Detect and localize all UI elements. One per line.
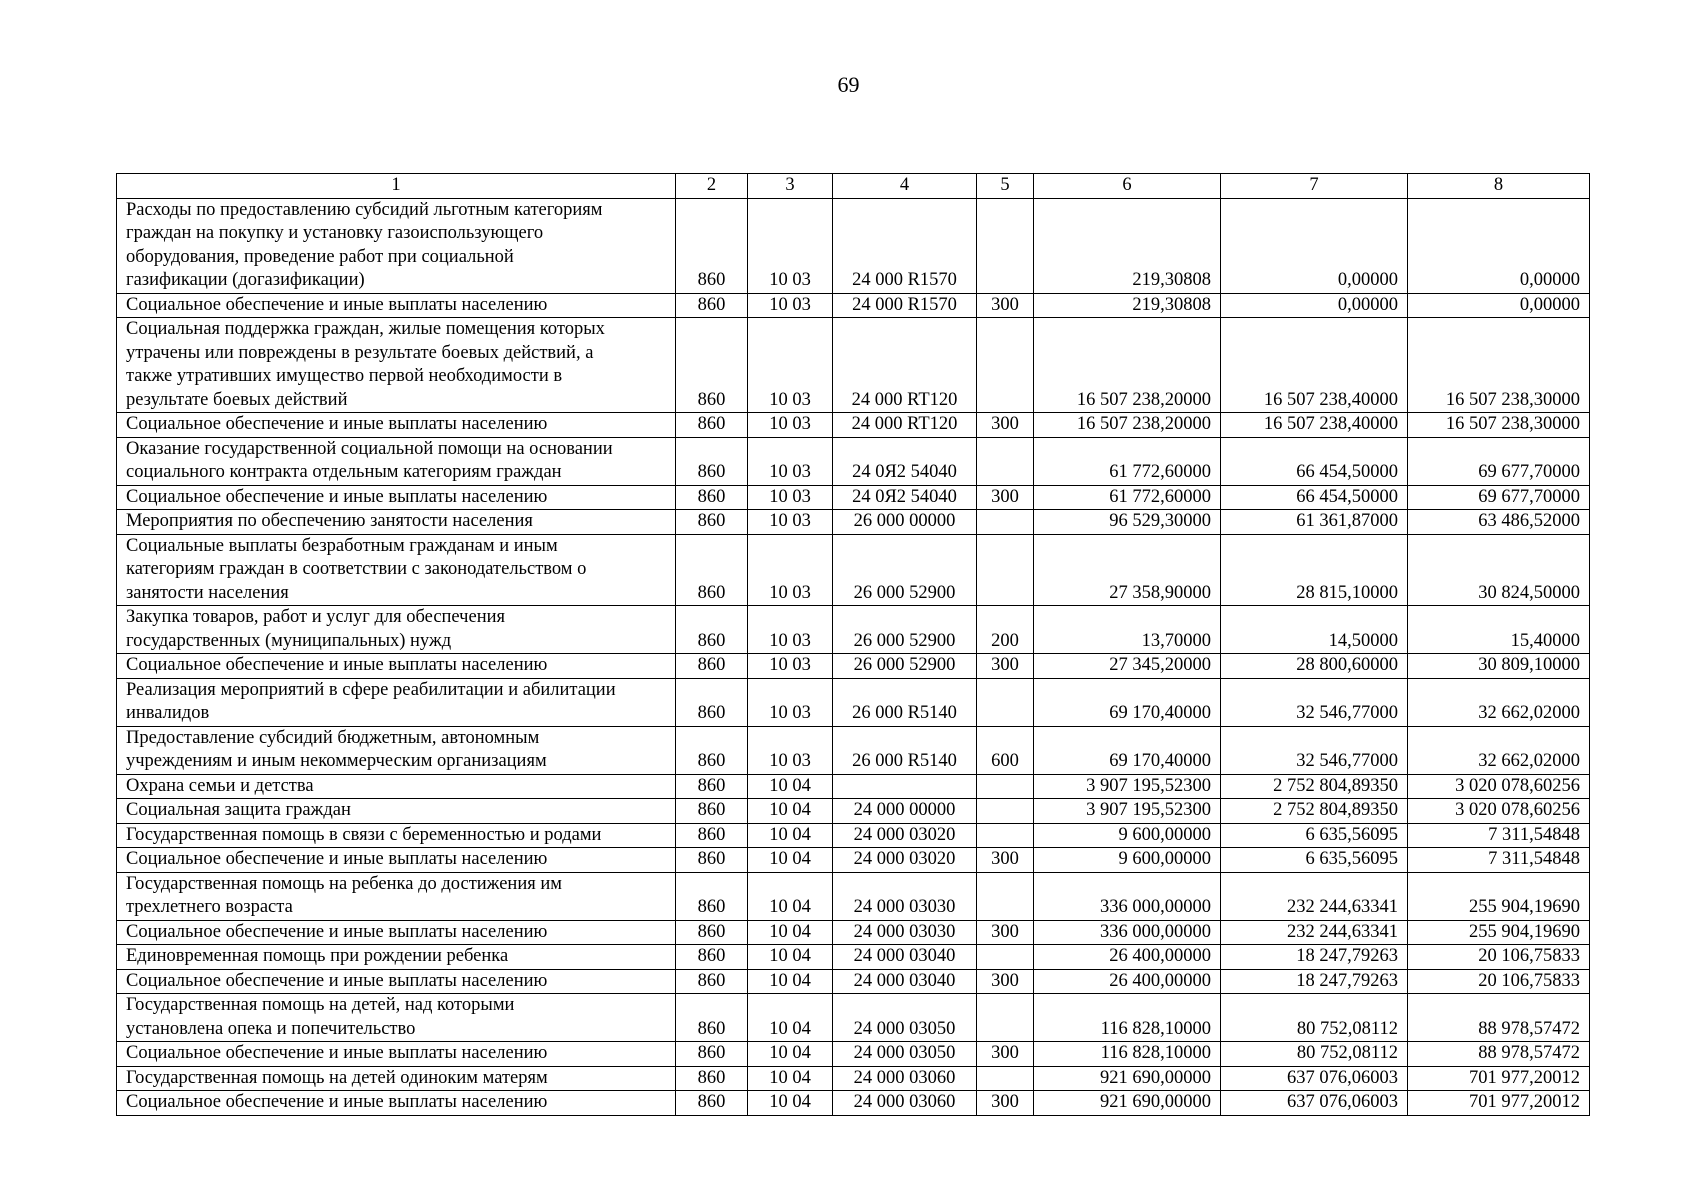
table-row xyxy=(117,872,1590,920)
grbs-code-cell: 860 xyxy=(676,678,748,726)
row-name-cell: Социальная защита граждан xyxy=(117,799,676,824)
section-code-cell: 10 03 xyxy=(748,534,833,606)
amount-col7-cell: 0,00000 xyxy=(1221,198,1408,293)
section-code-cell: 10 04 xyxy=(748,823,833,848)
amount-col7-cell: 28 800,60000 xyxy=(1221,654,1408,679)
amount-col6-cell: 27 345,20000 xyxy=(1034,654,1221,679)
grbs-code-cell: 860 xyxy=(676,920,748,945)
column-header: 5 xyxy=(977,174,1034,199)
amount-col7-cell: 32 546,77000 xyxy=(1221,726,1408,774)
section-code-cell: 10 04 xyxy=(748,799,833,824)
target-article-cell: 24 000 03060 xyxy=(833,1066,977,1091)
expense-type-cell: 300 xyxy=(977,413,1034,438)
target-article-cell: 26 000 R5140 xyxy=(833,726,977,774)
column-header: 1 xyxy=(117,174,676,199)
row-name-cell: Социальное обеспечение и иные выплаты населению xyxy=(117,293,676,318)
table-row xyxy=(117,945,1590,970)
section-code-cell: 10 03 xyxy=(748,318,833,413)
amount-col6-cell: 27 358,90000 xyxy=(1034,534,1221,606)
amount-col8-cell: 0,00000 xyxy=(1408,198,1590,293)
expense-type-cell: 300 xyxy=(977,1042,1034,1067)
section-code-cell: 10 03 xyxy=(748,293,833,318)
row-name-cell: Охрана семьи и детства xyxy=(117,774,676,799)
expense-type-cell xyxy=(977,318,1034,413)
amount-col8-cell: 88 978,57472 xyxy=(1408,994,1590,1042)
amount-col8-cell: 69 677,70000 xyxy=(1408,485,1590,510)
amount-col7-cell: 80 752,08112 xyxy=(1221,1042,1408,1067)
target-article-cell: 24 000 00000 xyxy=(833,799,977,824)
target-article-cell: 24 000 RT120 xyxy=(833,413,977,438)
grbs-code-cell: 860 xyxy=(676,994,748,1042)
target-article-cell: 24 000 R1570 xyxy=(833,293,977,318)
expense-type-cell: 300 xyxy=(977,969,1034,994)
amount-col8-cell: 32 662,02000 xyxy=(1408,726,1590,774)
amount-col7-cell: 18 247,79263 xyxy=(1221,969,1408,994)
table-row xyxy=(117,1091,1590,1116)
section-code-cell: 10 03 xyxy=(748,510,833,535)
row-name-cell: Государственная помощь на детей одиноким матерям xyxy=(117,1066,676,1091)
amount-col8-cell: 20 106,75833 xyxy=(1408,969,1590,994)
target-article-cell: 26 000 52900 xyxy=(833,606,977,654)
row-name-cell: Единовременная помощь при рождении ребенка xyxy=(117,945,676,970)
amount-col6-cell: 116 828,10000 xyxy=(1034,1042,1221,1067)
amount-col7-cell: 6 635,56095 xyxy=(1221,848,1408,873)
table-row xyxy=(117,920,1590,945)
table-row xyxy=(117,413,1590,438)
amount-col7-cell: 61 361,87000 xyxy=(1221,510,1408,535)
expense-type-cell xyxy=(977,872,1034,920)
grbs-code-cell: 860 xyxy=(676,774,748,799)
row-name-cell: Социальное обеспечение и иные выплаты населению xyxy=(117,485,676,510)
amount-col7-cell: 14,50000 xyxy=(1221,606,1408,654)
amount-col8-cell: 255 904,19690 xyxy=(1408,872,1590,920)
target-article-cell: 24 000 03020 xyxy=(833,848,977,873)
row-name-cell: Социальная поддержка граждан, жилые помещения которых утрачены или повреждены в результате боевых действий, а также утративших имущество первой необходимости в результате боевых действий xyxy=(117,318,676,413)
amount-col6-cell: 13,70000 xyxy=(1034,606,1221,654)
table-row xyxy=(117,654,1590,679)
row-name-cell: Социальное обеспечение и иные выплаты населению xyxy=(117,654,676,679)
column-header: 3 xyxy=(748,174,833,199)
row-name-cell: Социальное обеспечение и иные выплаты населению xyxy=(117,1042,676,1067)
table-row xyxy=(117,318,1590,413)
budget-table xyxy=(116,173,1590,1116)
amount-col6-cell: 219,30808 xyxy=(1034,293,1221,318)
grbs-code-cell: 860 xyxy=(676,1066,748,1091)
table-row xyxy=(117,437,1590,485)
expense-type-cell: 300 xyxy=(977,920,1034,945)
amount-col8-cell: 88 978,57472 xyxy=(1408,1042,1590,1067)
table-row xyxy=(117,994,1590,1042)
table-row xyxy=(117,848,1590,873)
amount-col6-cell: 9 600,00000 xyxy=(1034,848,1221,873)
grbs-code-cell: 860 xyxy=(676,848,748,873)
table-row xyxy=(117,534,1590,606)
expense-type-cell: 300 xyxy=(977,485,1034,510)
amount-col8-cell: 3 020 078,60256 xyxy=(1408,774,1590,799)
page-number: 69 xyxy=(837,72,860,97)
grbs-code-cell: 860 xyxy=(676,534,748,606)
grbs-code-cell: 860 xyxy=(676,654,748,679)
section-code-cell: 10 03 xyxy=(748,606,833,654)
amount-col6-cell: 3 907 195,52300 xyxy=(1034,799,1221,824)
grbs-code-cell: 860 xyxy=(676,969,748,994)
expense-type-cell xyxy=(977,799,1034,824)
column-header: 6 xyxy=(1034,174,1221,199)
row-name-cell: Социальное обеспечение и иные выплаты населению xyxy=(117,413,676,438)
amount-col7-cell: 18 247,79263 xyxy=(1221,945,1408,970)
grbs-code-cell: 860 xyxy=(676,413,748,438)
amount-col8-cell: 255 904,19690 xyxy=(1408,920,1590,945)
amount-col8-cell: 30 824,50000 xyxy=(1408,534,1590,606)
table-row xyxy=(117,823,1590,848)
amount-col8-cell: 63 486,52000 xyxy=(1408,510,1590,535)
target-article-cell: 24 0Я2 54040 xyxy=(833,437,977,485)
row-name-cell: Оказание государственной социальной помощи на основании социального контракта отдельным категориям граждан xyxy=(117,437,676,485)
expense-type-cell: 300 xyxy=(977,848,1034,873)
section-code-cell: 10 04 xyxy=(748,994,833,1042)
target-article-cell: 24 000 03030 xyxy=(833,920,977,945)
table-row xyxy=(117,678,1590,726)
section-code-cell: 10 03 xyxy=(748,198,833,293)
grbs-code-cell: 860 xyxy=(676,726,748,774)
amount-col7-cell: 32 546,77000 xyxy=(1221,678,1408,726)
column-header: 8 xyxy=(1408,174,1590,199)
table-row xyxy=(117,1066,1590,1091)
header-row xyxy=(117,174,1590,199)
expense-type-cell xyxy=(977,198,1034,293)
grbs-code-cell: 860 xyxy=(676,198,748,293)
column-header: 7 xyxy=(1221,174,1408,199)
table-row xyxy=(117,1042,1590,1067)
target-article-cell: 26 000 52900 xyxy=(833,654,977,679)
grbs-code-cell: 860 xyxy=(676,293,748,318)
section-code-cell: 10 04 xyxy=(748,969,833,994)
amount-col6-cell: 69 170,40000 xyxy=(1034,678,1221,726)
amount-col7-cell: 637 076,06003 xyxy=(1221,1066,1408,1091)
grbs-code-cell: 860 xyxy=(676,872,748,920)
target-article-cell xyxy=(833,774,977,799)
expense-type-cell xyxy=(977,774,1034,799)
amount-col6-cell: 16 507 238,20000 xyxy=(1034,318,1221,413)
amount-col8-cell: 0,00000 xyxy=(1408,293,1590,318)
section-code-cell: 10 03 xyxy=(748,726,833,774)
row-name-cell: Государственная помощь на детей, над которыми установлена опека и попечительство xyxy=(117,994,676,1042)
target-article-cell: 24 000 03020 xyxy=(833,823,977,848)
section-code-cell: 10 04 xyxy=(748,1066,833,1091)
amount-col7-cell: 2 752 804,89350 xyxy=(1221,774,1408,799)
row-name-cell: Социальное обеспечение и иные выплаты населению xyxy=(117,1091,676,1116)
row-name-cell: Мероприятия по обеспечению занятости населения xyxy=(117,510,676,535)
amount-col6-cell: 61 772,60000 xyxy=(1034,485,1221,510)
table-row xyxy=(117,485,1590,510)
target-article-cell: 24 000 R1570 xyxy=(833,198,977,293)
section-code-cell: 10 04 xyxy=(748,1042,833,1067)
section-code-cell: 10 04 xyxy=(748,774,833,799)
amount-col6-cell: 921 690,00000 xyxy=(1034,1066,1221,1091)
amount-col7-cell: 66 454,50000 xyxy=(1221,485,1408,510)
target-article-cell: 26 000 52900 xyxy=(833,534,977,606)
amount-col8-cell: 16 507 238,30000 xyxy=(1408,318,1590,413)
amount-col7-cell: 232 244,63341 xyxy=(1221,872,1408,920)
target-article-cell: 24 000 03040 xyxy=(833,969,977,994)
amount-col7-cell: 28 815,10000 xyxy=(1221,534,1408,606)
table-row xyxy=(117,198,1590,293)
amount-col7-cell: 6 635,56095 xyxy=(1221,823,1408,848)
grbs-code-cell: 860 xyxy=(676,318,748,413)
section-code-cell: 10 04 xyxy=(748,872,833,920)
table-row xyxy=(117,799,1590,824)
expense-type-cell: 300 xyxy=(977,293,1034,318)
target-article-cell: 24 000 03040 xyxy=(833,945,977,970)
amount-col7-cell: 80 752,08112 xyxy=(1221,994,1408,1042)
amount-col6-cell: 9 600,00000 xyxy=(1034,823,1221,848)
expense-type-cell: 200 xyxy=(977,606,1034,654)
amount-col8-cell: 3 020 078,60256 xyxy=(1408,799,1590,824)
row-name-cell: Расходы по предоставлению субсидий льготным категориям граждан на покупку и установку газоиспользующего оборудования, проведение работ при социальной газификации (догазификации) xyxy=(117,198,676,293)
amount-col7-cell: 66 454,50000 xyxy=(1221,437,1408,485)
expense-type-cell xyxy=(977,945,1034,970)
row-name-cell: Закупка товаров, работ и услуг для обеспечения государственных (муниципальных) нужд xyxy=(117,606,676,654)
section-code-cell: 10 04 xyxy=(748,945,833,970)
row-name-cell: Социальные выплаты безработным гражданам и иным категориям граждан в соответствии с законодательством о занятости населения xyxy=(117,534,676,606)
expense-type-cell xyxy=(977,678,1034,726)
amount-col8-cell: 7 311,54848 xyxy=(1408,848,1590,873)
amount-col8-cell: 30 809,10000 xyxy=(1408,654,1590,679)
amount-col7-cell: 2 752 804,89350 xyxy=(1221,799,1408,824)
grbs-code-cell: 860 xyxy=(676,799,748,824)
row-name-cell: Предоставление субсидий бюджетным, автономным учреждениям и иным некоммерческим организациям xyxy=(117,726,676,774)
grbs-code-cell: 860 xyxy=(676,1091,748,1116)
row-name-cell: Государственная помощь на ребенка до достижения им трехлетнего возраста xyxy=(117,872,676,920)
row-name-cell: Социальное обеспечение и иные выплаты населению xyxy=(117,969,676,994)
table-row xyxy=(117,774,1590,799)
row-name-cell: Социальное обеспечение и иные выплаты населению xyxy=(117,848,676,873)
amount-col6-cell: 69 170,40000 xyxy=(1034,726,1221,774)
amount-col6-cell: 26 400,00000 xyxy=(1034,945,1221,970)
table-row xyxy=(117,726,1590,774)
amount-col7-cell: 16 507 238,40000 xyxy=(1221,318,1408,413)
section-code-cell: 10 04 xyxy=(748,1091,833,1116)
amount-col6-cell: 16 507 238,20000 xyxy=(1034,413,1221,438)
grbs-code-cell: 860 xyxy=(676,510,748,535)
amount-col6-cell: 3 907 195,52300 xyxy=(1034,774,1221,799)
table-row xyxy=(117,293,1590,318)
section-code-cell: 10 03 xyxy=(748,678,833,726)
section-code-cell: 10 04 xyxy=(748,920,833,945)
section-code-cell: 10 03 xyxy=(748,437,833,485)
grbs-code-cell: 860 xyxy=(676,437,748,485)
amount-col6-cell: 219,30808 xyxy=(1034,198,1221,293)
expense-type-cell xyxy=(977,437,1034,485)
grbs-code-cell: 860 xyxy=(676,606,748,654)
amount-col8-cell: 32 662,02000 xyxy=(1408,678,1590,726)
section-code-cell: 10 03 xyxy=(748,485,833,510)
section-code-cell: 10 03 xyxy=(748,413,833,438)
grbs-code-cell: 860 xyxy=(676,945,748,970)
expense-type-cell xyxy=(977,534,1034,606)
target-article-cell: 24 000 RT120 xyxy=(833,318,977,413)
amount-col6-cell: 116 828,10000 xyxy=(1034,994,1221,1042)
amount-col8-cell: 701 977,20012 xyxy=(1408,1066,1590,1091)
section-code-cell: 10 03 xyxy=(748,654,833,679)
section-code-cell: 10 04 xyxy=(748,848,833,873)
amount-col7-cell: 637 076,06003 xyxy=(1221,1091,1408,1116)
amount-col8-cell: 701 977,20012 xyxy=(1408,1091,1590,1116)
amount-col6-cell: 921 690,00000 xyxy=(1034,1091,1221,1116)
amount-col8-cell: 16 507 238,30000 xyxy=(1408,413,1590,438)
row-name-cell: Реализация мероприятий в сфере реабилитации и абилитации инвалидов xyxy=(117,678,676,726)
amount-col6-cell: 61 772,60000 xyxy=(1034,437,1221,485)
column-header: 4 xyxy=(833,174,977,199)
row-name-cell: Социальное обеспечение и иные выплаты населению xyxy=(117,920,676,945)
grbs-code-cell: 860 xyxy=(676,485,748,510)
target-article-cell: 24 0Я2 54040 xyxy=(833,485,977,510)
target-article-cell: 24 000 03050 xyxy=(833,994,977,1042)
amount-col7-cell: 0,00000 xyxy=(1221,293,1408,318)
amount-col6-cell: 336 000,00000 xyxy=(1034,920,1221,945)
row-name-cell: Государственная помощь в связи с беременностью и родами xyxy=(117,823,676,848)
amount-col7-cell: 232 244,63341 xyxy=(1221,920,1408,945)
expense-type-cell xyxy=(977,994,1034,1042)
target-article-cell: 24 000 03050 xyxy=(833,1042,977,1067)
amount-col8-cell: 20 106,75833 xyxy=(1408,945,1590,970)
target-article-cell: 24 000 03030 xyxy=(833,872,977,920)
grbs-code-cell: 860 xyxy=(676,1042,748,1067)
table-row xyxy=(117,510,1590,535)
amount-col8-cell: 69 677,70000 xyxy=(1408,437,1590,485)
expense-type-cell: 600 xyxy=(977,726,1034,774)
expense-type-cell xyxy=(977,1066,1034,1091)
table-row xyxy=(117,969,1590,994)
column-header: 2 xyxy=(676,174,748,199)
expense-type-cell xyxy=(977,823,1034,848)
expense-type-cell: 300 xyxy=(977,654,1034,679)
amount-col6-cell: 96 529,30000 xyxy=(1034,510,1221,535)
table-row xyxy=(117,606,1590,654)
expense-type-cell xyxy=(977,510,1034,535)
expense-type-cell: 300 xyxy=(977,1091,1034,1116)
grbs-code-cell: 860 xyxy=(676,823,748,848)
target-article-cell: 26 000 R5140 xyxy=(833,678,977,726)
amount-col6-cell: 26 400,00000 xyxy=(1034,969,1221,994)
target-article-cell: 26 000 00000 xyxy=(833,510,977,535)
amount-col8-cell: 15,40000 xyxy=(1408,606,1590,654)
amount-col8-cell: 7 311,54848 xyxy=(1408,823,1590,848)
amount-col6-cell: 336 000,00000 xyxy=(1034,872,1221,920)
amount-col7-cell: 16 507 238,40000 xyxy=(1221,413,1408,438)
target-article-cell: 24 000 03060 xyxy=(833,1091,977,1116)
